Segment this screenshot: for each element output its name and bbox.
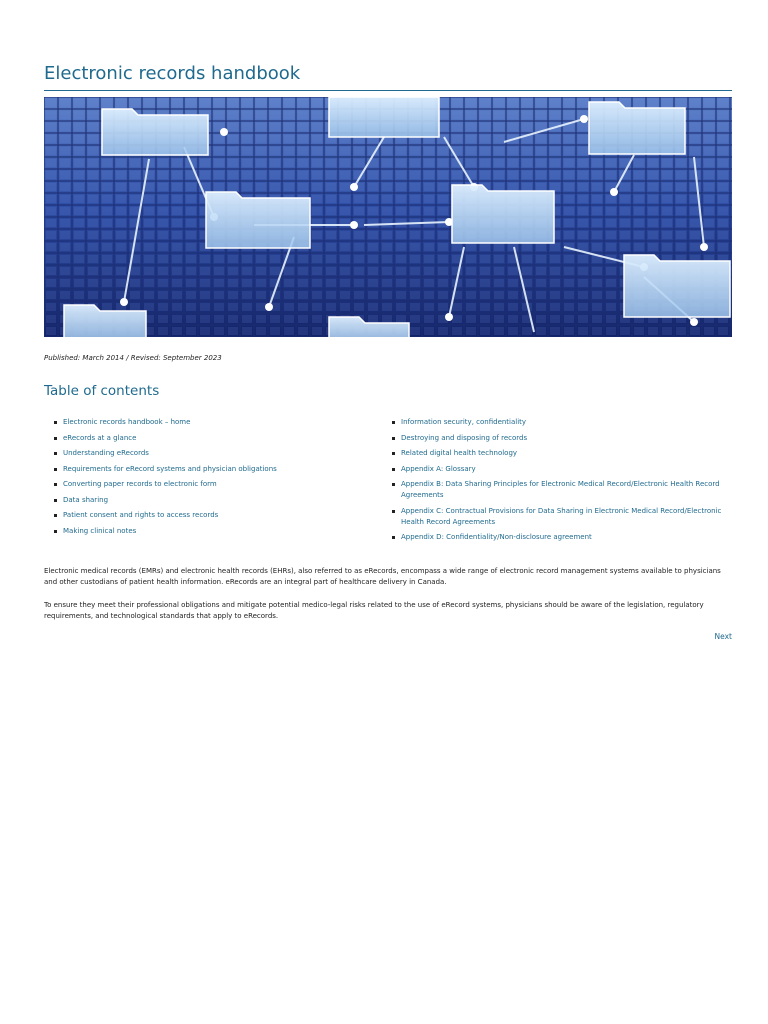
table-of-contents — [44, 417, 732, 548]
toc-item — [392, 532, 722, 543]
toc-item — [54, 479, 382, 490]
toc-heading: Table of contents — [44, 383, 160, 399]
title-divider — [44, 90, 732, 91]
toc-link-security[interactable]: Information security, confidentiality — [401, 418, 527, 426]
toc-link-patient-consent[interactable]: Patient consent and rights to access records — [63, 511, 219, 519]
toc-item — [392, 506, 722, 528]
obligations-paragraph: To ensure they meet their professional obligations and mitigate potential medico-legal risks related to the use of eRecord systems, physicians should be aware of the legislation, regulatory requirements, and technological standards that apply to eRecords. — [44, 600, 704, 620]
pagination — [44, 632, 732, 641]
toc-link-home[interactable]: Electronic records handbook – home — [63, 418, 191, 426]
page-content — [44, 0, 732, 641]
publication-date: Published: March 2014 / Revised: September 2023 — [44, 354, 222, 362]
toc-link-requirements[interactable]: Requirements for eRecord systems and physician obligations — [63, 464, 277, 473]
next-link[interactable]: Next — [714, 631, 732, 641]
toc-column-right — [382, 417, 722, 548]
intro-paragraph: Electronic medical records (EMRs) and electronic health records (EHRs), also referred to as eRecords, encompass a wide range of electronic record management systems available to physicians and other custodians of patient health information. eRecords are an integral part of healthcare delivery in Canada. — [44, 566, 721, 586]
toc-link-data-sharing[interactable]: Data sharing — [63, 495, 109, 504]
toc-link-appendix-a[interactable]: Appendix A: Glossary — [401, 464, 476, 473]
toc-item — [54, 510, 382, 521]
toc-link-destroying[interactable]: Destroying and disposing of records — [401, 433, 528, 442]
toc-link-appendix-c[interactable]: Appendix C: Contractual Provisions for Data Sharing in Electronic Medical Record/Electronic Health Record Agreements — [401, 506, 722, 526]
hero-image — [44, 97, 732, 337]
toc-link-understanding[interactable]: Understanding eRecords — [63, 449, 149, 457]
toc-item — [54, 433, 382, 444]
hero-illustration — [44, 97, 732, 337]
toc-item — [392, 417, 722, 428]
toc-link-appendix-d[interactable]: Appendix D: Confidentiality/Non-disclosure agreement — [401, 533, 592, 541]
toc-item — [54, 464, 382, 475]
toc-item — [54, 526, 382, 537]
toc-item — [54, 417, 382, 428]
toc-item — [392, 448, 722, 459]
toc-link-at-a-glance[interactable]: eRecords at a glance — [63, 433, 137, 442]
toc-item — [54, 448, 382, 459]
toc-column-left — [44, 417, 382, 548]
toc-item — [392, 433, 722, 444]
toc-link-converting[interactable]: Converting paper records to electronic form — [63, 480, 217, 488]
toc-item — [392, 464, 722, 475]
toc-link-digital-health[interactable]: Related digital health technology — [401, 449, 518, 457]
toc-item — [54, 495, 382, 506]
toc-link-clinical-notes[interactable]: Making clinical notes — [63, 526, 137, 535]
toc-item — [392, 479, 722, 501]
page-title: Electronic records handbook — [44, 63, 301, 84]
toc-link-appendix-b[interactable]: Appendix B: Data Sharing Principles for Electronic Medical Record/Electronic Health Record Agreements — [401, 480, 720, 499]
